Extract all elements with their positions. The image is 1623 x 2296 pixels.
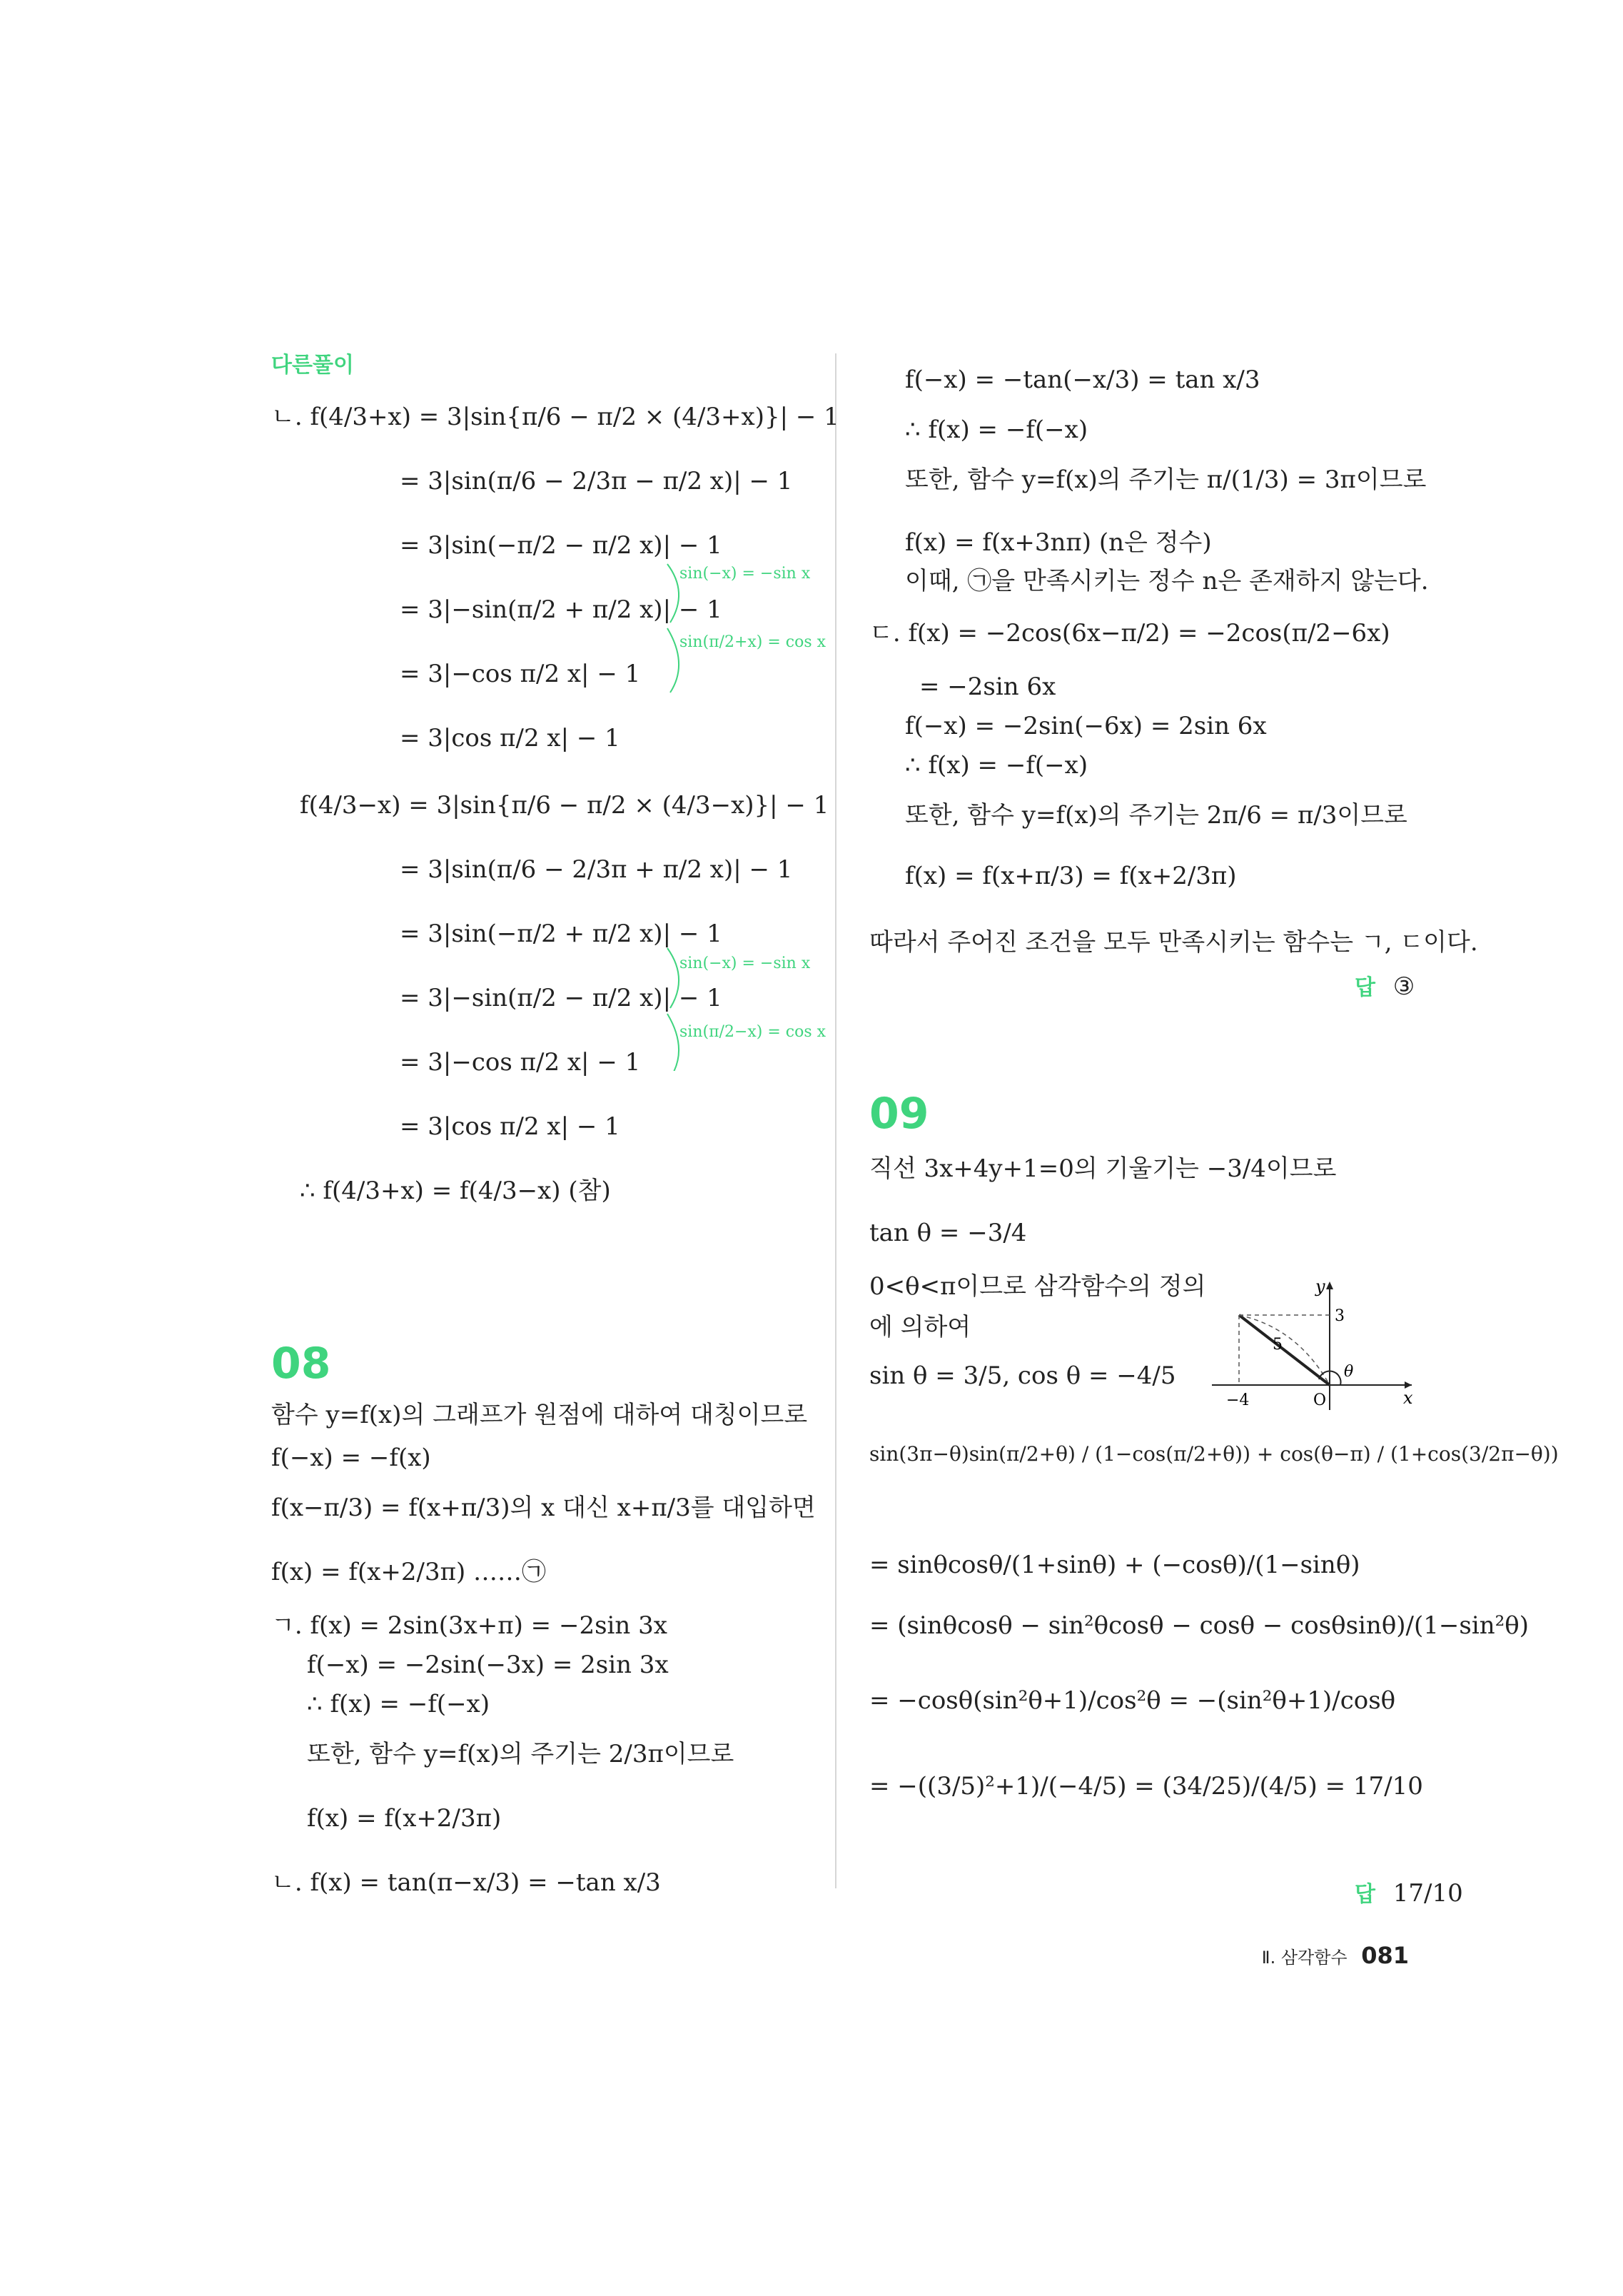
solution-line: 이때, ㉠을 만족시키는 정수 n은 존재하지 않는다. bbox=[905, 567, 1429, 595]
solution-line: = 3|−cos π/2 x| − 1 bbox=[400, 660, 641, 688]
body-line: 0<θ<π이므로 삼각함수의 정의 bbox=[869, 1272, 1206, 1301]
answer-value: 17/10 bbox=[1392, 1879, 1463, 1908]
identity-note: sin(−x) = −sin x bbox=[679, 565, 811, 583]
solution-line: = 3|−sin(π/2 + π/2 x)| − 1 bbox=[400, 595, 722, 624]
answer-label: 답 bbox=[1355, 975, 1375, 1000]
problem-number-08: 08 bbox=[271, 1339, 331, 1389]
body-line: tan θ = −3/4 bbox=[869, 1219, 1027, 1247]
body-line: f(−x) = −2sin(−3x) = 2sin 3x bbox=[307, 1651, 669, 1679]
y-tick-label: 3 bbox=[1335, 1307, 1345, 1325]
y-axis-label: y bbox=[1315, 1278, 1325, 1296]
identity-note: sin(π/2+x) = cos x bbox=[679, 633, 826, 651]
body-line: ㄱ. f(x) = 2sin(3x+π) = −2sin 3x bbox=[271, 1611, 667, 1640]
solution-line: = 3|sin(π/6 − 2/3π + π/2 x)| − 1 bbox=[400, 855, 793, 884]
alt-solution-heading: 다른풀이 bbox=[271, 353, 354, 378]
hypotenuse-label: 5 bbox=[1273, 1336, 1283, 1354]
solution-line: = −2sin 6x bbox=[919, 673, 1056, 701]
body-line: 함수 y=f(x)의 그래프가 원점에 대하여 대칭이므로 bbox=[271, 1401, 808, 1429]
chapter-label: Ⅱ. 삼각함수 bbox=[1261, 1948, 1348, 1968]
conclusion-line: 따라서 주어진 조건을 모두 만족시키는 함수는 ㄱ, ㄷ이다. bbox=[869, 928, 1478, 957]
solution-line: f(4/3−x) = 3|sin{π/6 − π/2 × (4/3−x)}| − 1 bbox=[300, 791, 829, 820]
solution-line: f(x) = f(x+3nπ) (n은 정수) bbox=[905, 528, 1212, 557]
x-tick-label: −4 bbox=[1226, 1391, 1250, 1409]
body-line: sin(3π−θ)sin(π/2+θ) / (1−cos(π/2+θ)) + cos(θ−π) / (1+cos(3/2π−θ)) bbox=[869, 1442, 1559, 1466]
answer-label: 답 bbox=[1355, 1882, 1375, 1907]
body-line: f(−x) = −f(x) bbox=[271, 1444, 431, 1472]
body-line: = −cosθ(sin²θ+1)/cos²θ = −(sin²θ+1)/cosθ bbox=[869, 1686, 1396, 1715]
unit-circle-figure bbox=[1212, 1278, 1419, 1414]
solution-line: f(x) = f(x+π/3) = f(x+2/3π) bbox=[905, 862, 1237, 890]
body-line: = −((3/5)²+1)/(−4/5) = (34/25)/(4/5) = 17/10 bbox=[869, 1772, 1423, 1801]
page-footer bbox=[1262, 1942, 1409, 1969]
solution-line: = 3|sin(−π/2 − π/2 x)| − 1 bbox=[400, 531, 722, 560]
body-line: ㄴ. f(x) = tan(π−x/3) = −tan x/3 bbox=[271, 1868, 661, 1897]
page-number: 081 bbox=[1361, 1942, 1409, 1969]
solution-line: = 3|sin(π/6 − 2/3π − π/2 x)| − 1 bbox=[400, 467, 793, 495]
solution-line: 또한, 함수 y=f(x)의 주기는 π/(1/3) = 3π이므로 bbox=[905, 465, 1427, 494]
solution-line: = 3|cos π/2 x| − 1 bbox=[400, 724, 620, 752]
body-line: f(x) = f(x+2/3π) bbox=[307, 1804, 502, 1833]
solution-line: f(−x) = −tan(−x/3) = tan x/3 bbox=[905, 366, 1260, 394]
solution-line: ∴ f(x) = −f(−x) bbox=[905, 751, 1088, 780]
solution-line: f(−x) = −2sin(−6x) = 2sin 6x bbox=[905, 712, 1267, 740]
theta-label: θ bbox=[1344, 1363, 1354, 1381]
solution-line: ㄷ. f(x) = −2cos(6x−π/2) = −2cos(π/2−6x) bbox=[869, 619, 1390, 648]
solution-line: = 3|−cos π/2 x| − 1 bbox=[400, 1048, 641, 1077]
body-line: sin θ = 3/5, cos θ = −4/5 bbox=[869, 1361, 1176, 1390]
identity-note: sin(−x) = −sin x bbox=[679, 955, 811, 972]
answer-08 bbox=[1355, 971, 1415, 1004]
solution-line: = 3|−sin(π/2 − π/2 x)| − 1 bbox=[400, 984, 722, 1012]
conclusion-line: ∴ f(4/3+x) = f(4/3−x) (참) bbox=[300, 1177, 611, 1205]
solution-line: = 3|cos π/2 x| − 1 bbox=[400, 1112, 620, 1141]
answer-value: ③ bbox=[1392, 972, 1415, 1001]
identity-note: sin(π/2−x) = cos x bbox=[679, 1023, 826, 1041]
solution-line: 또한, 함수 y=f(x)의 주기는 2π/6 = π/3이므로 bbox=[905, 801, 1407, 830]
solution-line: = 3|sin(−π/2 + π/2 x)| − 1 bbox=[400, 920, 722, 948]
answer-09 bbox=[1355, 1878, 1463, 1910]
body-line: 에 의하여 bbox=[869, 1313, 971, 1341]
solution-line: ㄴ. f(4/3+x) = 3|sin{π/6 − π/2 × (4/3+x)}| − 1 bbox=[271, 403, 839, 431]
body-line: 또한, 함수 y=f(x)의 주기는 2/3π이므로 bbox=[307, 1740, 734, 1768]
body-line: f(x) = f(x+2/3π) ……㉠ bbox=[271, 1558, 547, 1586]
body-line: 직선 3x+4y+1=0의 기울기는 −3/4이므로 bbox=[869, 1154, 1337, 1183]
column-divider bbox=[835, 353, 836, 1888]
solution-line: ∴ f(x) = −f(−x) bbox=[905, 416, 1088, 444]
problem-number-09: 09 bbox=[869, 1089, 929, 1139]
body-line: ∴ f(x) = −f(−x) bbox=[307, 1690, 490, 1718]
x-axis-label: x bbox=[1403, 1388, 1413, 1408]
origin-label: O bbox=[1313, 1391, 1327, 1409]
body-line: = (sinθcosθ − sin²θcosθ − cosθ − cosθsinθ)/(1−sin²θ) bbox=[869, 1611, 1529, 1640]
body-line: f(x−π/3) = f(x+π/3)의 x 대신 x+π/3를 대입하면 bbox=[271, 1494, 816, 1522]
body-line: = sinθcosθ/(1+sinθ) + (−cosθ)/(1−sinθ) bbox=[869, 1551, 1360, 1579]
